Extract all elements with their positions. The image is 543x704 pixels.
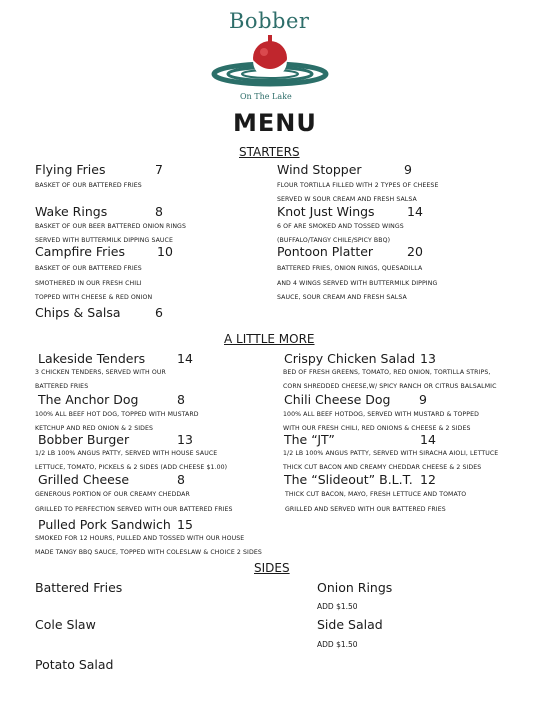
menu-item-desc: BASKET OF OUR BATTERED FRIES bbox=[35, 265, 142, 272]
menu-item-name: Wake Rings bbox=[35, 204, 108, 219]
menu-item-name: Chips & Salsa bbox=[35, 305, 121, 320]
side-item-add-price: ADD $1.50 bbox=[317, 602, 358, 611]
menu-item-name: Knot Just Wings bbox=[277, 204, 375, 219]
menu-item-name: Grilled Cheese bbox=[38, 472, 130, 487]
menu-item-desc: KETCHUP AND RED ONION & 2 SIDES bbox=[35, 425, 154, 432]
menu-item-desc: MADE TANGY BBQ SAUCE, TOPPED WITH COLESLAW & CHOICE 2 SIDES bbox=[35, 549, 262, 556]
side-item-name: Battered Fries bbox=[35, 580, 123, 595]
menu-item-desc: 6 OF ARE SMOKED AND TOSSED WINGS bbox=[277, 223, 404, 230]
menu-item-desc: BASKET OF OUR BATTERED FRIES bbox=[35, 182, 142, 189]
menu-item-price: 14 bbox=[420, 432, 436, 447]
menu-item-desc: THICK CUT BACON, MAYO, FRESH LETTUCE AND TOMATO bbox=[285, 491, 467, 498]
menu-item-desc: 1/2 LB 100% ANGUS PATTY, SERVED WITH HOUSE SAUCE bbox=[35, 450, 218, 457]
logo-tagline: On The Lake bbox=[240, 92, 292, 101]
menu-item-desc: 100% ALL BEEF HOT DOG, TOPPED WITH MUSTARD bbox=[35, 411, 199, 418]
section-heading-sides: SIDES bbox=[254, 561, 290, 575]
page-title: MENU bbox=[233, 109, 317, 137]
menu-item-price: 14 bbox=[407, 204, 423, 219]
menu-item-desc: LETTUCE, TOMATO, PICKELS & 2 SIDES (ADD CHEESE $1.00) bbox=[35, 464, 228, 471]
menu-item-desc: 3 CHICKEN TENDERS, SERVED WITH OUR bbox=[35, 369, 166, 376]
menu-item-name: Wind Stopper bbox=[277, 162, 362, 177]
menu-item-price: 9 bbox=[419, 392, 427, 407]
menu-item-price: 10 bbox=[157, 244, 173, 259]
side-item-name: Side Salad bbox=[317, 617, 383, 632]
menu-item-name: The “JT” bbox=[284, 432, 335, 447]
menu-item-price: 12 bbox=[420, 472, 436, 487]
menu-item-price: 6 bbox=[155, 305, 163, 320]
menu-item-name: Flying Fries bbox=[35, 162, 106, 177]
menu-item-desc: WITH OUR FRESH CHILI, RED ONIONS & CHEESE & 2 SIDES bbox=[283, 425, 471, 432]
side-item-name: Cole Slaw bbox=[35, 617, 96, 632]
menu-item-name: Lakeside Tenders bbox=[38, 351, 146, 366]
logo-wordmark: Bobber bbox=[229, 9, 310, 33]
menu-item-desc: SMOKED FOR 12 HOURS, PULLED AND TOSSED WITH OUR HOUSE bbox=[35, 535, 245, 542]
menu-item-desc: THICK CUT BACON AND CREAMY CHEDDAR CHEESE & 2 SIDES bbox=[283, 464, 482, 471]
menu-item-desc: (BUFFALO/TANGY CHILE/SPICY BBQ) bbox=[277, 237, 391, 244]
menu-item-desc: SERVED WITH BUTTERMILK DIPPING SAUCE bbox=[35, 237, 173, 244]
menu-item-desc: AND 4 WINGS SERVED WITH BUTTERMILK DIPPING bbox=[277, 280, 438, 287]
menu-item-price: 9 bbox=[404, 162, 412, 177]
menu-item-price: 8 bbox=[177, 392, 185, 407]
menu-item-desc: 100% ALL BEEF HOTDOG, SERVED WITH MUSTARD & TOPPED bbox=[283, 411, 479, 418]
menu-item-price: 13 bbox=[177, 432, 193, 447]
bobber-logo-icon bbox=[205, 34, 335, 94]
menu-item-desc: BATTERED FRIES, ONION RINGS, QUESADILLA bbox=[277, 265, 423, 272]
side-item-name: Potato Salad bbox=[35, 657, 114, 672]
menu-item-name: Crispy Chicken Salad bbox=[284, 351, 416, 366]
menu-item-price: 13 bbox=[420, 351, 436, 366]
menu-item-price: 15 bbox=[177, 517, 193, 532]
menu-item-price: 8 bbox=[177, 472, 185, 487]
menu-item-price: 8 bbox=[155, 204, 163, 219]
menu-item-name: The “Slideout” B.L.T. bbox=[284, 472, 413, 487]
section-heading-a-little-more: A LITTLE MORE bbox=[224, 332, 315, 346]
menu-item-name: Pontoon Platter bbox=[277, 244, 374, 259]
side-item-name: Onion Rings bbox=[317, 580, 393, 595]
menu-item-name: Bobber Burger bbox=[38, 432, 130, 447]
menu-item-desc: GRILLED TO PERFECTION SERVED WITH OUR BATTERED FRIES bbox=[35, 506, 233, 513]
menu-item-desc: GRILLED AND SERVED WITH OUR BATTERED FRIES bbox=[285, 506, 446, 513]
menu-item-price: 7 bbox=[155, 162, 163, 177]
menu-item-name: Chili Cheese Dog bbox=[284, 392, 391, 407]
section-heading-starters: STARTERS bbox=[239, 145, 300, 159]
menu-item-desc: GENEROUS PORTION OF OUR CREAMY CHEDDAR bbox=[35, 491, 190, 498]
menu-item-price: 14 bbox=[177, 351, 193, 366]
menu-item-desc: BATTERED FRIES bbox=[35, 383, 89, 390]
menu-item-name: Campfire Fries bbox=[35, 244, 125, 259]
side-item-add-price: ADD $1.50 bbox=[317, 640, 358, 649]
menu-item-desc: SMOTHERED IN OUR FRESH CHILI bbox=[35, 280, 142, 287]
menu-item-desc: BED OF FRESH GREENS, TOMATO, RED ONION, TORTILLA STRIPS, bbox=[283, 369, 491, 376]
menu-item-name: The Anchor Dog bbox=[38, 392, 139, 407]
menu-item-desc: 1/2 LB 100% ANGUS PATTY, SERVED WITH SIRACHA AIOLI, LETTUCE bbox=[283, 450, 499, 457]
menu-item-desc: SERVED W SOUR CREAM AND FRESH SALSA bbox=[277, 196, 417, 203]
menu-item-name: Pulled Pork Sandwich bbox=[38, 517, 171, 532]
menu-item-desc: TOPPED WITH CHEESE & RED ONION bbox=[35, 294, 153, 301]
menu-item-desc: CORN SHREDDED CHEESE,W/ SPICY RANCH OR CITRUS BALSALMIC bbox=[283, 383, 497, 390]
menu-item-desc: FLOUR TORTILLA FILLED WITH 2 TYPES OF CHEESE bbox=[277, 182, 439, 189]
menu-item-price: 20 bbox=[407, 244, 423, 259]
menu-item-desc: BASKET OF OUR BEER BATTERED ONION RINGS bbox=[35, 223, 186, 230]
menu-item-desc: SAUCE, SOUR CREAM AND FRESH SALSA bbox=[277, 294, 407, 301]
